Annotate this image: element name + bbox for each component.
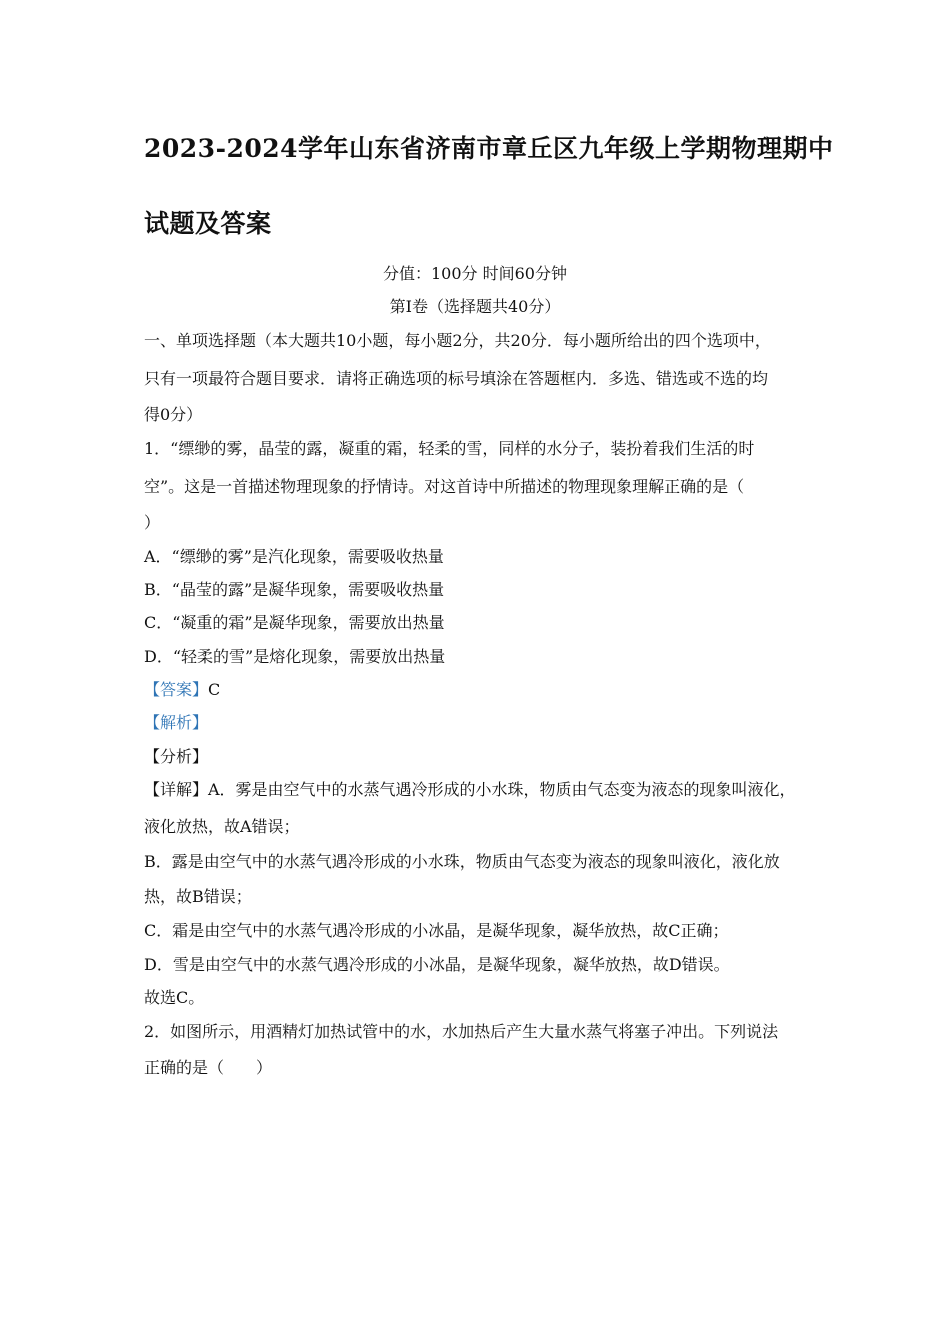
analysis-label: 【解析】 (144, 713, 209, 732)
question-1-stem-line: ） (144, 513, 161, 532)
question-1-option-d: D．“轻柔的雪”是熔化现象，需要放出热量 (144, 647, 446, 666)
question-1-option-a: A．“缥缈的雾”是汽化现象，需要吸收热量 (144, 547, 444, 566)
question-1-option-c: C．“凝重的霜”是凝华现象，需要放出热量 (144, 613, 445, 632)
question-2-stem-line: 2．如图所示，用酒精灯加热试管中的水，水加热后产生大量水蒸气将塞子冲出。下列说法 (144, 1022, 779, 1041)
question-1-option-b: B．“晶莹的露”是凝华现象，需要吸收热量 (144, 580, 445, 599)
detail-line: D．雪是由空气中的水蒸气遇冷形成的小冰晶，是凝华现象，凝华放热，故D错误。 (144, 955, 730, 974)
fenxi-label: 【分析】 (144, 747, 209, 766)
answer-label: 【答案】 (144, 680, 209, 699)
section-intro-line: 得0分） (144, 405, 203, 424)
answer-value: C (208, 680, 221, 699)
section-intro-line: 只有一项最符合题目要求．请将正确选项的标号填涂在答题框内．多选、错选或不选的均 (144, 369, 769, 388)
question-2-stem-line: 正确的是（ ） (144, 1058, 273, 1077)
detail-line: 液化放热，故A错误； (144, 817, 300, 836)
detail-line: B．露是由空气中的水蒸气遇冷形成的小水珠，物质由气态变为液态的现象叫液化，液化放 (144, 852, 780, 871)
detail-line: 【详解】A．雾是由空气中的水蒸气遇冷形成的小水珠，物质由气态变为液态的现象叫液化， (144, 780, 796, 799)
section-intro-line: 一、单项选择题（本大题共10小题，每小题2分，共20分．每小题所给出的四个选项中， (144, 331, 771, 350)
answer-line (144, 680, 220, 700)
detail-line: 热，故B错误； (144, 887, 252, 906)
volume-heading: 第Ⅰ卷（选择题共40分） (389, 297, 561, 316)
question-1-stem-line: 1．“缥缈的雾，晶莹的露，凝重的霜，轻柔的雪，同样的水分子，装扮着我们生活的时 (144, 439, 755, 458)
doc-title-line1: 2023-2024学年山东省济南市章丘区九年级上学期物理期中 (144, 134, 834, 163)
doc-title-line2: 试题及答案 (144, 209, 272, 238)
detail-line: 故选C。 (144, 988, 205, 1007)
score-time-meta: 分值：100分 时间60分钟 (383, 264, 567, 283)
question-1-stem-line: 空”。这是一首描述物理现象的抒情诗。对这首诗中所描述的物理现象理解正确的是（ (144, 477, 745, 496)
detail-line: C．霜是由空气中的水蒸气遇冷形成的小冰晶，是凝华现象，凝华放热，故C正确； (144, 921, 729, 940)
